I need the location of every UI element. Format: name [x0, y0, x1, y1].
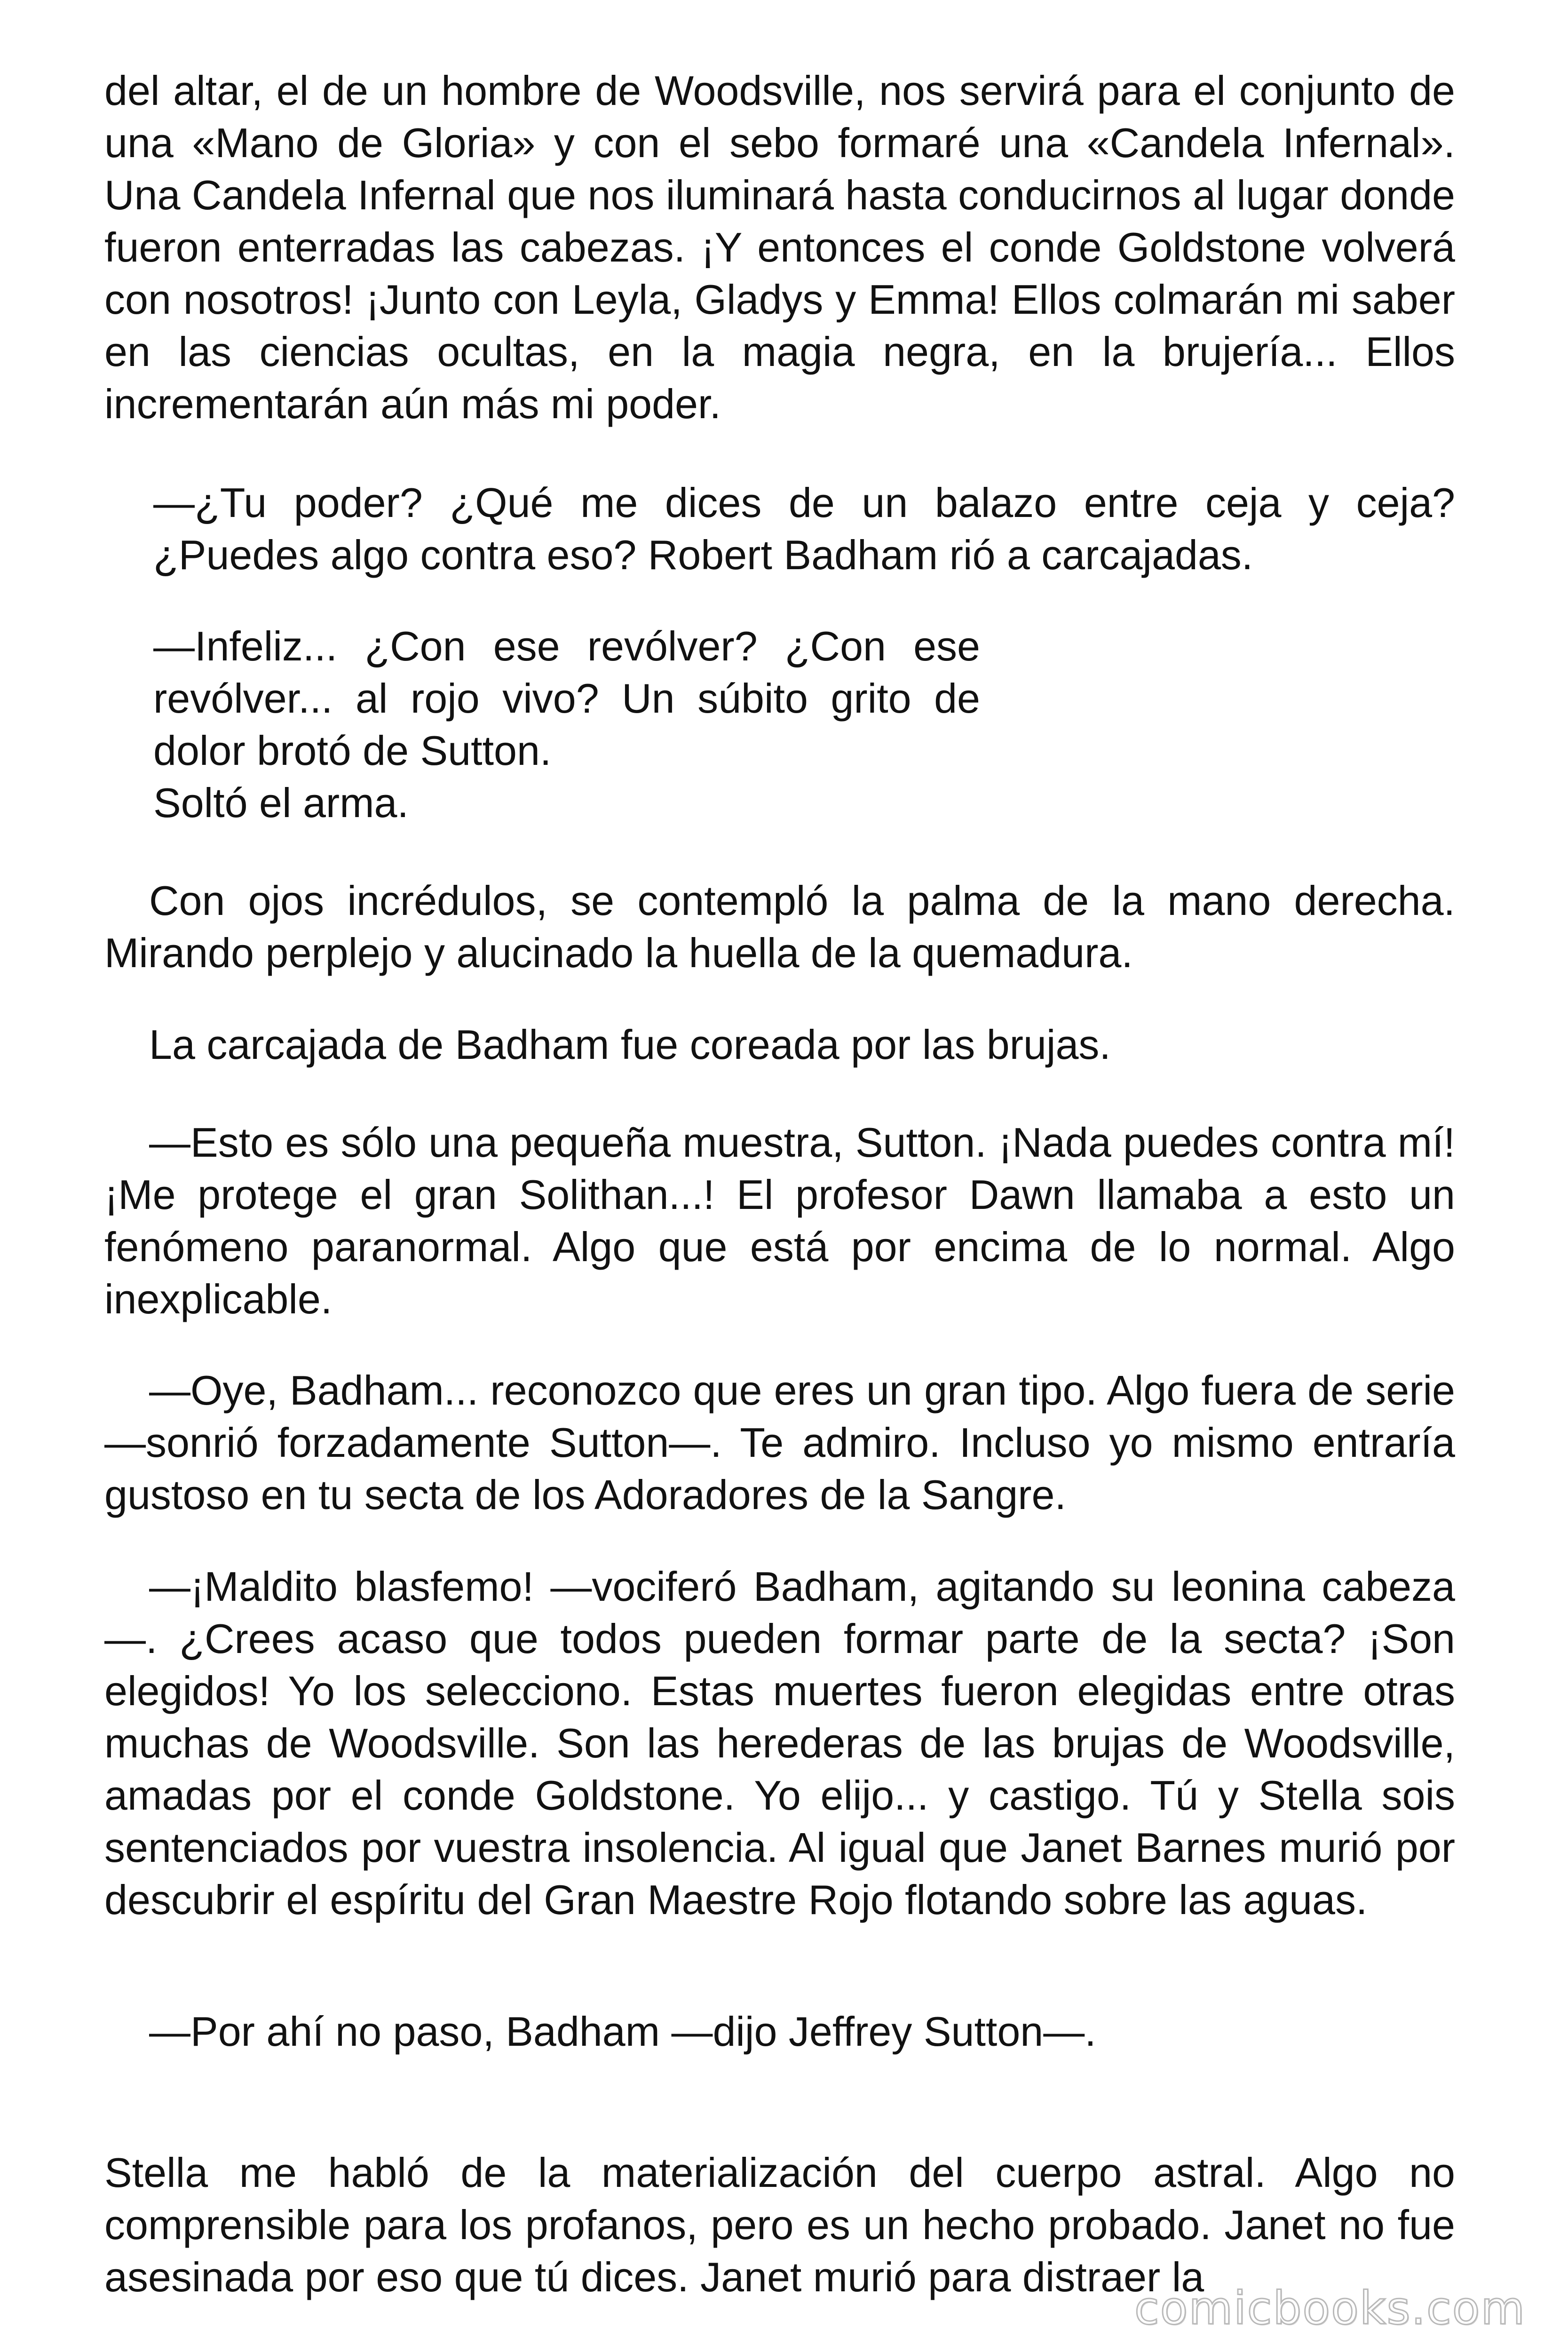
paragraph-solto-el-arma: Soltó el arma.	[153, 779, 409, 826]
paragraph-carcajada: La carcajada de Badham fue coreada por las brujas.	[149, 1021, 1111, 1068]
watermark-logo: comicbooks.com	[1134, 2282, 1526, 2335]
paragraph-dialogue-tu-poder: —¿Tu poder? ¿Qué me dices de un balazo entre ceja y ceja? ¿Puedes algo contra eso? Robert Badham rió a carcajadas.	[153, 479, 1455, 578]
paragraph-oye-badham: —Oye, Badham... reconozco que eres un gran tipo. Algo fuera de serie —sonrió forzadamente Sutton—. Te admiro. Incluso yo mismo entraría gustoso en tu secta de los Adoradores de la Sangre.	[104, 1367, 1455, 1518]
paragraph-dialogue-infeliz: —Infeliz... ¿Con ese revólver? ¿Con ese revólver... al rojo vivo? Un súbito grito de dolor brotó de Sutton.	[153, 623, 980, 774]
paragraph-maldito-blasfemo: —¡Maldito blasfemo! —vociferó Badham, agitando su leonina cabeza—. ¿Crees acaso que todos pueden formar parte de la secta? ¡Son elegidos! Yo los selecciono. Estas muertes fueron elegidas entre otras muchas de Woodsville. Son las herederas de las brujas de Woodsville, amadas por el conde Goldstone. Yo elijo... y castigo. Tú y Stella sois sentenciados por vuestra insolencia. Al igual que Janet Barnes murió por descubrir el espíritu del Gran Maestre Rojo flotando sobre las aguas.	[104, 1563, 1455, 1923]
paragraph-stella-me-hablo: Stella me habló de la materialización del cuerpo astral. Algo no comprensible para los profanos, pero es un hecho probado. Janet no fue asesinada por eso que tú dices. Janet murió para distraer la	[104, 2149, 1455, 2300]
paragraph-pequena-muestra: —Esto es sólo una pequeña muestra, Sutton. ¡Nada puedes contra mí! ¡Me protege el gran Solithan...! El profesor Dawn llamaba a esto un fenómeno paranormal. Algo que está por encima de lo normal. Algo inexplicable.	[104, 1119, 1455, 1322]
paragraph-por-ahi-no-paso: —Por ahí no paso, Badham —dijo Jeffrey Sutton—.	[149, 2008, 1096, 2055]
paragraph-ojos-incredulos: Con ojos incrédulos, se contempló la palma de la mano derecha. Mirando perplejo y alucinado la huella de la quemadura.	[104, 877, 1455, 976]
paragraph-continuation: del altar, el de un hombre de Woodsville, nos servirá para el conjunto de una «Mano de Gloria» y con el sebo formaré una «Candela Infernal». Una Candela Infernal que nos iluminará hasta conducirnos al lugar donde fueron enterradas las cabezas. ¡Y entonces el conde Goldstone volverá con nosotros! ¡Junto con Leyla, Gladys y Emma! Ellos colmarán mi saber en las ciencias ocultas, en la magia negra, en la brujería... Ellos incrementarán aún más mi poder.	[104, 67, 1455, 427]
